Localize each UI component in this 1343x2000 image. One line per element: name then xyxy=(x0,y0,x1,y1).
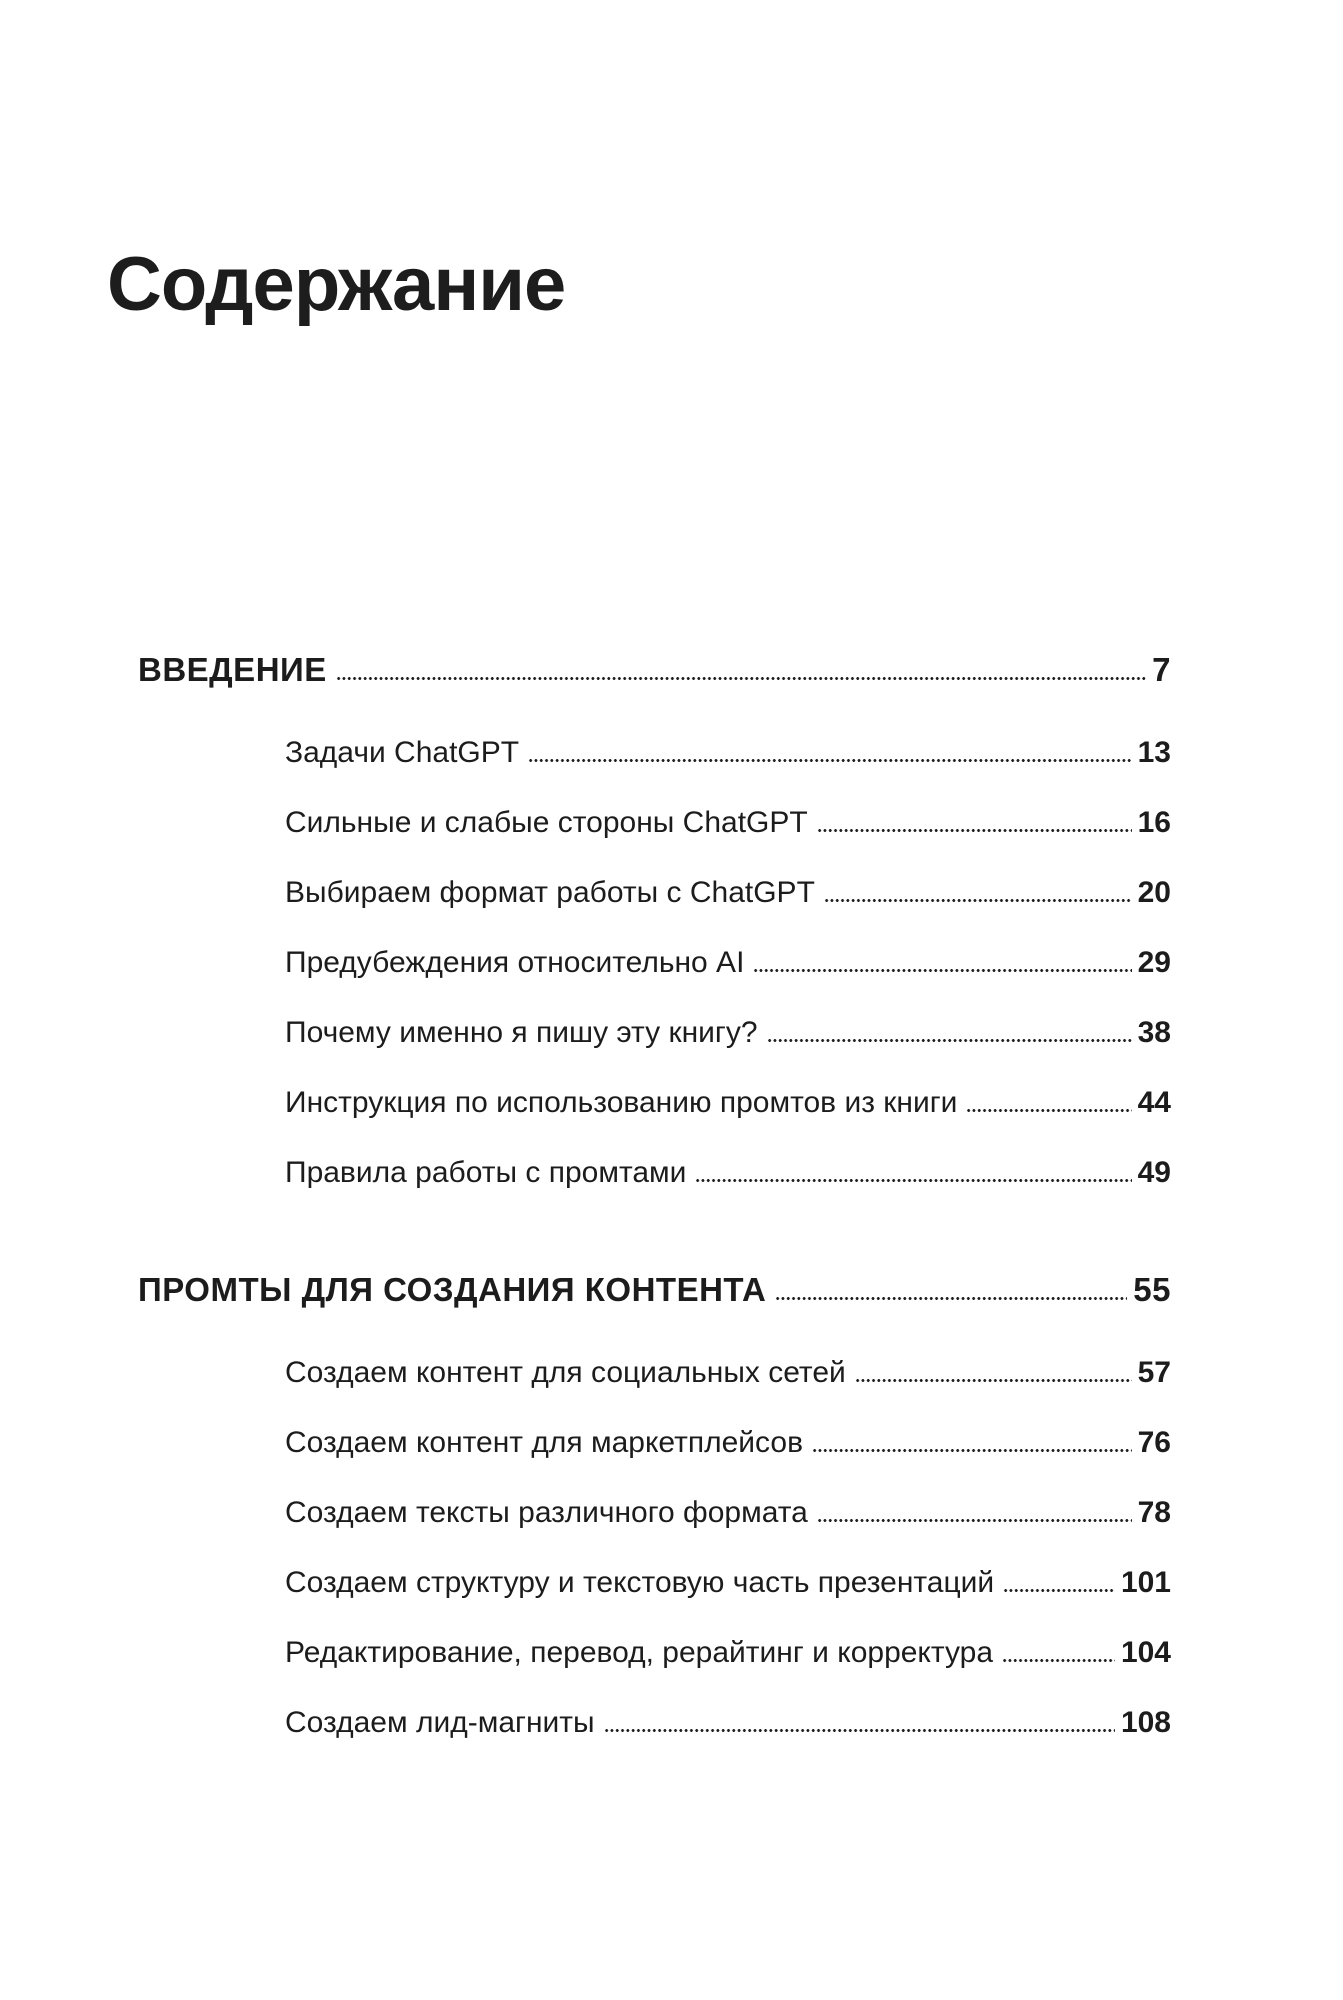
dot-leader xyxy=(604,1708,1115,1738)
toc-entry-page-number: 7 xyxy=(1152,651,1171,688)
toc-entry xyxy=(138,878,1171,908)
dot-leader xyxy=(775,1273,1127,1306)
toc-entry xyxy=(138,1498,1171,1528)
toc-entry-label: ВВЕДЕНИЕ xyxy=(138,651,327,688)
toc-entry-label: Задачи ChatGPT xyxy=(285,736,520,769)
toc-entry xyxy=(138,1428,1171,1458)
dot-leader xyxy=(817,1498,1132,1528)
toc-entry xyxy=(138,948,1171,978)
dot-leader xyxy=(812,1428,1132,1458)
toc-entry-label: Предубеждения относительно AI xyxy=(285,946,745,979)
toc-entry xyxy=(138,1018,1171,1048)
dot-leader xyxy=(966,1088,1131,1118)
dot-leader xyxy=(695,1158,1131,1188)
toc-entry-label: Редактирование, перевод, рерайтинг и корректура xyxy=(285,1636,994,1669)
toc-entry-page-number: 20 xyxy=(1137,876,1171,909)
toc-entry xyxy=(138,1638,1171,1668)
toc-entry-page-number: 104 xyxy=(1120,1636,1171,1669)
dot-leader xyxy=(753,948,1131,978)
toc-entry-label: Создаем тексты различного формата xyxy=(285,1496,808,1529)
toc-entry-page-number: 101 xyxy=(1120,1566,1171,1599)
dot-leader xyxy=(336,653,1146,686)
dot-leader xyxy=(528,738,1132,768)
toc-entry xyxy=(138,1088,1171,1118)
toc-entry-label: Создаем структуру и текстовую часть презентаций xyxy=(285,1566,995,1599)
toc-entry-label: Создаем контент для маркетплейсов xyxy=(285,1426,804,1459)
toc-entry xyxy=(138,1158,1171,1188)
dot-leader xyxy=(824,878,1132,908)
toc-entry-page-number: 49 xyxy=(1137,1156,1171,1189)
toc-entry xyxy=(138,1568,1171,1598)
toc-entry-label: Правила работы с промтами xyxy=(285,1156,687,1189)
toc-entry-label: Инструкция по использованию промтов из книги xyxy=(285,1086,958,1119)
toc-entry-label: Почему именно я пишу эту книгу? xyxy=(285,1016,758,1049)
toc-entry-page-number: 38 xyxy=(1137,1016,1171,1049)
dot-leader xyxy=(1002,1638,1115,1668)
toc-entry-page-number: 16 xyxy=(1137,806,1171,839)
toc-entry xyxy=(138,1708,1171,1738)
toc-entry-page-number: 76 xyxy=(1137,1426,1171,1459)
page-title: Содержание xyxy=(107,241,566,327)
toc-entry-page-number: 78 xyxy=(1137,1496,1171,1529)
toc-entry-label: Выбираем формат работы с ChatGPT xyxy=(285,876,815,909)
toc-entry xyxy=(138,653,1171,686)
toc-entry-page-number: 108 xyxy=(1120,1706,1171,1739)
toc-entry-page-number: 13 xyxy=(1137,736,1171,769)
table-of-contents xyxy=(138,653,1171,1778)
toc-entry-page-number: 55 xyxy=(1133,1271,1171,1308)
dot-leader xyxy=(855,1358,1132,1388)
dot-leader xyxy=(767,1018,1132,1048)
toc-entry-label: Сильные и слабые стороны ChatGPT xyxy=(285,806,808,839)
dot-leader xyxy=(817,808,1132,838)
toc-entry xyxy=(138,1273,1171,1306)
toc-entry-label: ПРОМТЫ ДЛЯ СОЗДАНИЯ КОНТЕНТА xyxy=(138,1271,767,1308)
toc-entry-page-number: 44 xyxy=(1137,1086,1171,1119)
toc-entry xyxy=(138,808,1171,838)
toc-entry-label: Создаем контент для социальных сетей xyxy=(285,1356,846,1389)
toc-entry xyxy=(138,1358,1171,1388)
toc-entry-page-number: 57 xyxy=(1137,1356,1171,1389)
toc-entry-label: Создаем лид-магниты xyxy=(285,1706,595,1739)
dot-leader xyxy=(1003,1568,1115,1598)
toc-entry-page-number: 29 xyxy=(1137,946,1171,979)
toc-entry xyxy=(138,738,1171,768)
